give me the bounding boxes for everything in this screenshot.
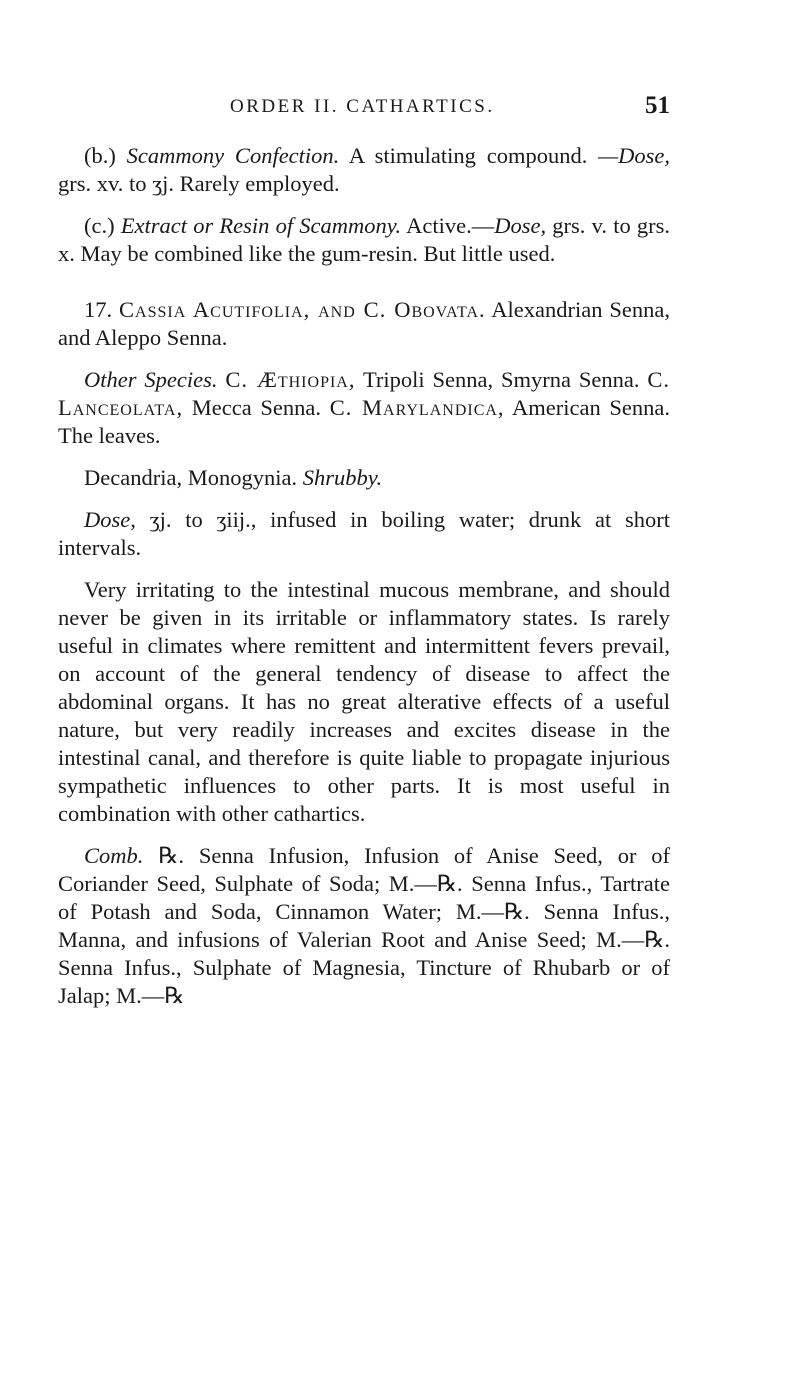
section-17-heading: 17. Cassia Acutifolia, and C. Obovata. Alexandrian Senna, and Aleppo Senna.: [58, 297, 671, 350]
item-marker: (b.): [84, 143, 116, 168]
dose-label: Dose,: [84, 507, 136, 532]
section-number: 17.: [84, 297, 113, 322]
item-title: Scammony Confection.: [126, 143, 340, 168]
dose-label: —Dose,: [598, 143, 670, 168]
item-title: Extract or Resin of Scammony.: [120, 213, 402, 238]
paragraph-description: Very irritating to the intestinal mucous membrane, and should never be given in its irritable or inflammatory states. Is rarely useful in climates where remittent and intermittent fevers prevail, on account of the general tendency of disease to affect the abdominal organs. It has no great alterative effects of a useful nature, but very readily increases and excites disease in the intestinal canal, and therefore is quite liable to propagate injurious sympathetic influences to other parts. It is most useful in combination with other cathartics.: [58, 577, 670, 826]
paragraph-classification: Decandria, Monogynia. Shrubby.: [84, 465, 383, 490]
item-marker: (c.): [84, 213, 115, 238]
running-title: ORDER II. CATHARTICS.: [230, 96, 495, 117]
paragraph-scammony-confection: (b.) Scammony Confection. A stimulating compound. —Dose, grs. xv. to ʒj. Rarely employed.: [58, 143, 670, 196]
habit-label: Shrubby.: [302, 465, 383, 490]
paragraph-combinations: Comb. ℞. Senna Infusion, Infusion of Anise Seed, or of Coriander Seed, Sulphate of Soda; M.—℞. Senna Infus., Tartrate of Potash and Soda, Cinnamon Water; M.—℞. Senna Infus., Manna, and infusions of Valerian Root and Anise Seed; M.—℞. Senna Infus., Sulphate of Magnesia, Tincture of Rhubarb or of Jalap; M.—℞: [58, 843, 671, 1008]
paragraph-resin-of-scammony: (c.) Extract or Resin of Scammony. Active.—Dose, grs. v. to grs. x. May be combined like the gum-resin. But little used.: [58, 213, 671, 266]
running-header: [230, 92, 670, 119]
section-title: Cassia Acutifolia, and C. Obovata.: [119, 297, 486, 322]
paragraph-other-species: Other Species. C. Æthiopia, Tripoli Senna, Smyrna Senna. C. Lanceolata, Mecca Senna. C. Marylandica, American Senna. The leaves.: [58, 367, 671, 448]
page-number: 51: [645, 92, 670, 119]
paragraph-dose: Dose, ʒj. to ʒiij., infused in boiling water; drunk at short intervals.: [58, 507, 670, 560]
other-species-label: Other Species.: [84, 367, 218, 392]
page-body: [58, 142, 670, 1010]
comb-label: Comb.: [84, 843, 144, 868]
dose-label: Dose,: [494, 213, 547, 238]
